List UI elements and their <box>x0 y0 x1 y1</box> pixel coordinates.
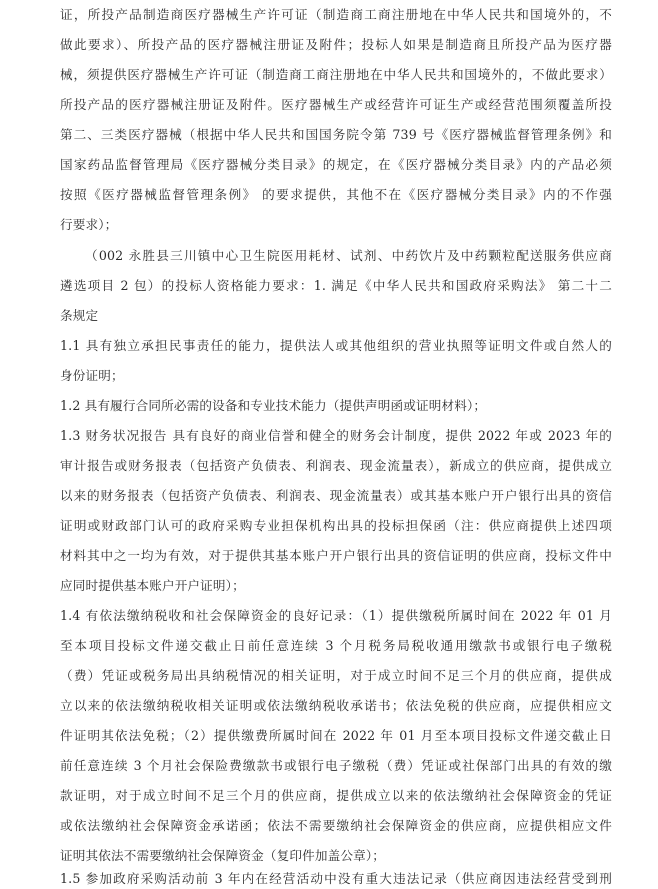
text-line: 条规定 <box>60 308 99 323</box>
text-line: 按照《医疗器械监督管理条例》 的要求提供，其他不在《医疗器械分类目录》内的不作强 <box>60 187 612 202</box>
text-line: 身份证明； <box>60 368 124 383</box>
text-line: 1.5 参加政府采购活动前 3 年内在经营活动中没有重大违法记录（供应商因违法经营受到刑 <box>60 871 612 886</box>
text-line: 所投产品的医疗器械注册证及附件。医疗器械生产或经营许可证生产或经营范围须覆盖所投 <box>60 97 612 112</box>
text-line: 前任意连续 3 个月社会保险费缴款书或银行电子缴税（费）凭证或社保部门出具的有效的缴 <box>60 758 612 773</box>
text-line: 证明其依法不需要缴纳社会保障资金（复印件加盖公章）； <box>60 848 386 863</box>
text-line: 国家药品监督管理局《医疗器械分类目录》的规定，在《医疗器械分类目录》内的产品必须 <box>60 157 612 172</box>
text-line: 证，所投产品制造商医疗器械生产许可证（制造商工商注册地在中华人民共和国境外的，不 <box>60 7 612 22</box>
text-line: 1.2 具有履行合同所必需的设备和专业技术能力（提供声明函或证明材料）； <box>60 398 487 413</box>
text-line: （费）凭证或税务局出具纳税情况的相关证明，对于成立时间不足三个月的供应商，提供成 <box>60 668 612 683</box>
text-line: 应同时提供基本账户开户证明）； <box>60 578 245 593</box>
text-line: 审计报告或财务报表（包括资产负债表、利润表、现金流量表），新成立的供应商，提供成立 <box>60 458 612 473</box>
text-line: 遴选项目 2 包）的投标人资格能力要求：1. 满足《中华人民共和国政府采购法》 第二十二 <box>60 278 612 293</box>
text-line: 以来的财务报表（包括资产负债表、利润表、现金流量表）或其基本账户开户银行出具的资信 <box>60 488 612 503</box>
text-line: 行要求）； <box>60 217 118 232</box>
text-line: 第二、三类医疗器械（根据中华人民共和国国务院令第 739 号《医疗器械监督管理条例》和 <box>60 127 612 142</box>
text-line: 械，须提供医疗器械生产许可证（制造商工商注册地在中华人民共和国境外的，不做此要求） <box>60 67 612 82</box>
text-line: 件证明其依法免税；（2）提供缴费所属时间在 2022 年 01 月至本项目投标文件递交截止日 <box>60 728 612 743</box>
text-line: 1.1 具有独立承担民事责任的能力，提供法人或其他组织的营业执照等证明文件或自然人的 <box>60 338 612 353</box>
text-line: 立以来的依法缴纳税收相关证明或依法缴纳税收承诺书；依法免税的供应商，应提供相应文 <box>60 698 612 713</box>
text-line: 证明或财政部门认可的政府采购专业担保机构出具的投标担保函（注：供应商提供上述四项 <box>60 518 612 533</box>
text-line: 材料其中之一均为有效，对于提供其基本账户开户银行出具的资信证明的供应商，投标文件中 <box>60 548 612 563</box>
text-line: 或依法缴纳社会保障资金承诺函；依法不需要缴纳社会保障资金的供应商，应提供相应文件 <box>60 818 612 833</box>
text-line: 款证明，对于成立时间不足三个月的供应商，提供成立以来的依法缴纳社会保障资金的凭证 <box>60 788 612 803</box>
text-line: 做此要求）、所投产品的医疗器械注册证及附件；投标人如果是制造商且所投产品为医疗器 <box>60 37 612 52</box>
text-line: （002 永胜县三川镇中心卫生院医用耗材、试剂、中药饮片及中药颗粒配送服务供应商 <box>85 248 612 263</box>
text-line: 1.4 有依法缴纳税收和社会保障资金的良好记录：（1）提供缴税所属时间在 2022 年 01 月 <box>60 608 612 623</box>
text-line: 1.3 财务状况报告 具有良好的商业信誉和健全的财务会计制度，提供 2022 年或 2023 年的 <box>60 428 612 443</box>
text-line: 至本项目投标文件递交截止日前任意连续 3 个月税务局税收通用缴款书或银行电子缴税 <box>60 638 612 653</box>
